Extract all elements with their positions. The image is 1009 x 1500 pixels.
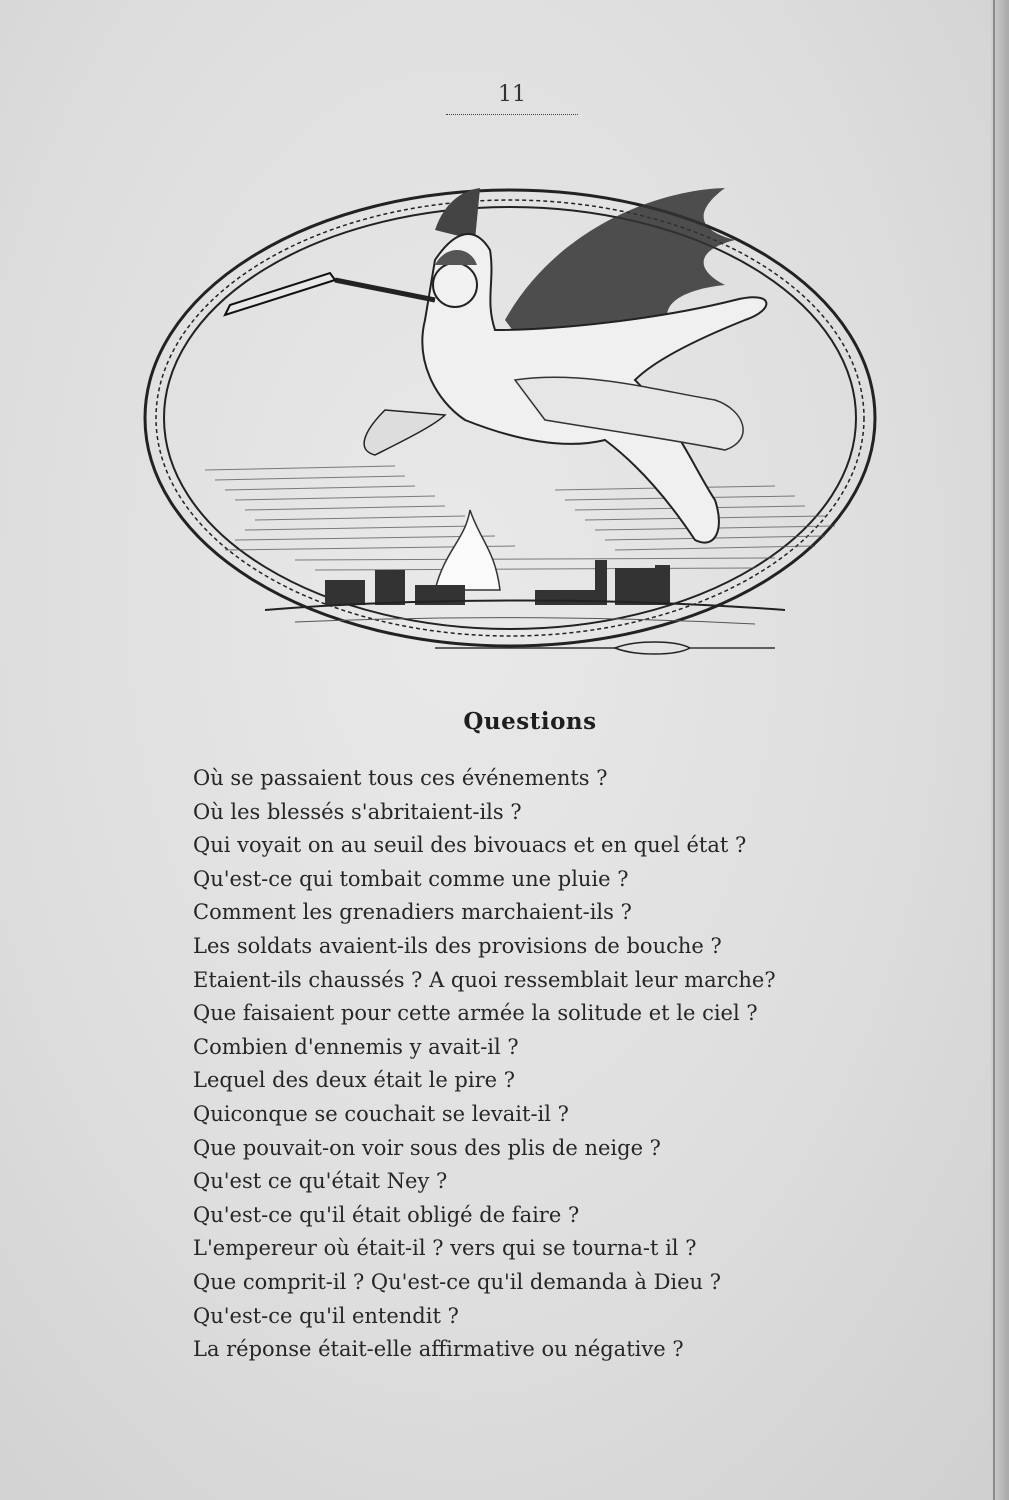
binding-line	[993, 0, 995, 1500]
question-line: Qu'est-ce qu'il entendit ?	[193, 1303, 459, 1328]
question-line: Quiconque se couchait se levait-il ?	[193, 1101, 569, 1126]
question-line: L'empereur où était-il ? vers qui se tourna-t il ?	[193, 1236, 697, 1261]
question-line: Etaient-ils chaussés ? A quoi ressemblait leur marche?	[193, 967, 776, 992]
page-number-rule	[446, 114, 578, 115]
question-line: Lequel des deux était le pire ?	[193, 1068, 515, 1093]
question-line: Qu'est-ce qu'il était obligé de faire ?	[193, 1202, 580, 1227]
question-line: Où se passaient tous ces événements ?	[193, 766, 608, 790]
questions-heading: Questions	[463, 708, 597, 735]
question-line: Qui voyait on au seuil des bivouacs et en quel état ?	[193, 833, 747, 858]
question-line: La réponse était-elle affirmative ou négative ?	[193, 1337, 684, 1362]
page-number: 11	[498, 82, 526, 107]
question-line: Qu'est ce qu'était Ney ?	[193, 1169, 448, 1194]
flying-angel-vignette-icon	[135, 170, 895, 690]
question-line: Que pouvait-on voir sous des plis de neige ?	[193, 1135, 661, 1160]
question-line: Comment les grenadiers marchaient-ils ?	[193, 900, 632, 925]
question-line: Les soldats avaient-ils des provisions de bouche ?	[193, 933, 722, 958]
questions-list	[193, 762, 893, 1367]
question-line: Où les blessés s'abritaient-ils ?	[193, 799, 522, 824]
question-line: Que faisaient pour cette armée la solitude et le ciel ?	[193, 1001, 758, 1026]
question-line: Combien d'ennemis y avait-il ?	[193, 1034, 519, 1059]
question-line: Qu'est-ce qui tombait comme une pluie ?	[193, 866, 629, 891]
question-line: Que comprit-il ? Qu'est-ce qu'il demanda à Dieu ?	[193, 1269, 722, 1294]
